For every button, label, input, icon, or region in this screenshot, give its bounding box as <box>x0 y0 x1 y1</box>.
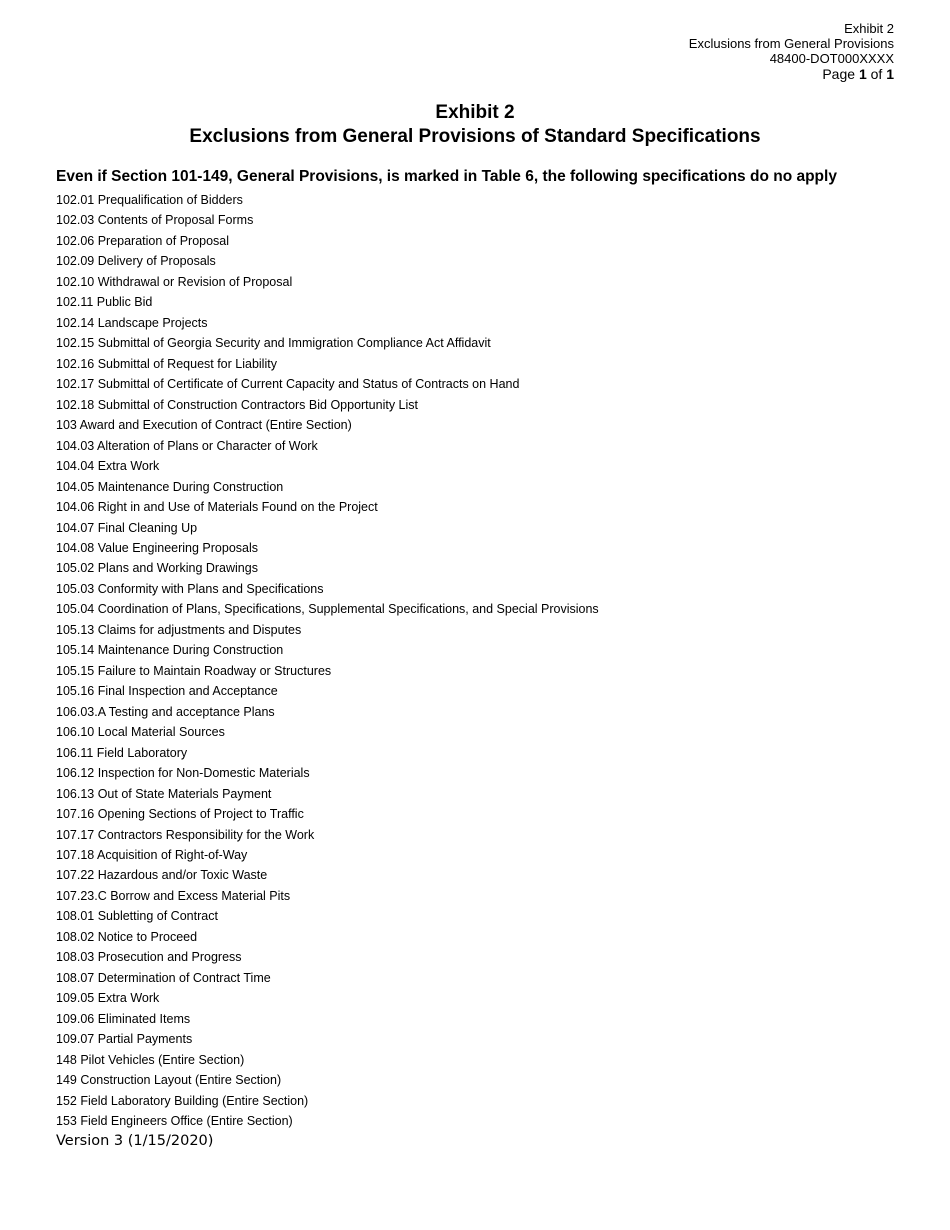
list-item: 105.13 Claims for adjustments and Disputes <box>56 622 302 637</box>
list-item: 102.11 Public Bid <box>56 295 153 310</box>
list-item: 106.10 Local Material Sources <box>56 725 225 740</box>
list-item: 107.18 Acquisition of Right-of-Way <box>56 848 248 862</box>
list-item: 106.03.A Testing and acceptance Plans <box>56 704 275 719</box>
list-item: 104.04 Extra Work <box>56 459 160 474</box>
footer-version: Version 3 (1/15/2020) <box>56 1133 214 1149</box>
specification-list <box>56 190 599 1132</box>
page-current: 1 <box>858 66 867 82</box>
section-subheading: Even if Section 101-149, General Provisions, is marked in Table 6, the following specifications do no apply <box>56 168 837 185</box>
list-item: 105.03 Conformity with Plans and Specifications <box>56 581 324 596</box>
list-item: 102.16 Submittal of Request for Liability <box>56 356 277 371</box>
list-item: 108.01 Subletting of Contract <box>56 909 218 924</box>
list-item: 106.13 Out of State Materials Payment <box>56 786 272 801</box>
list-item: 104.08 Value Engineering Proposals <box>56 540 258 555</box>
list-item: 102.15 Submittal of Georgia Security and Immigration Compliance Act Affidavit <box>56 336 491 351</box>
list-item: 108.02 Notice to Proceed <box>56 929 198 944</box>
list-item: 107.16 Opening Sections of Project to Traffic <box>56 807 304 822</box>
list-item: 153 Field Engineers Office (Entire Section) <box>56 1114 293 1129</box>
list-item: 105.04 Coordination of Plans, Specifications, Supplemental Specifications, and Special Provisions <box>56 602 599 617</box>
page-total: 1 <box>886 66 894 82</box>
list-item: 102.18 Submittal of Construction Contractors Bid Opportunity List <box>56 397 418 412</box>
list-item: 102.06 Preparation of Proposal <box>56 233 230 248</box>
list-item: 105.15 Failure to Maintain Roadway or Structures <box>56 663 332 678</box>
list-item: 105.14 Maintenance During Construction <box>56 643 284 658</box>
page-header <box>689 21 894 82</box>
list-item: 105.02 Plans and Working Drawings <box>56 561 258 576</box>
page-word: Page <box>822 66 856 82</box>
list-item: 104.07 Final Cleaning Up <box>56 520 198 535</box>
document-title <box>0 101 950 149</box>
list-item: 107.23.C Borrow and Excess Material Pits <box>56 888 291 903</box>
list-item: 102.17 Submittal of Certificate of Current Capacity and Status of Contracts on Hand <box>56 377 520 392</box>
list-item: 108.03 Prosecution and Progress <box>56 950 242 965</box>
list-item: 104.05 Maintenance During Construction <box>56 479 284 494</box>
list-item: 108.07 Determination of Contract Time <box>56 970 271 985</box>
list-item: 106.12 Inspection for Non-Domestic Materials <box>56 766 310 781</box>
list-item: 109.05 Extra Work <box>56 991 160 1006</box>
list-item: 102.03 Contents of Proposal Forms <box>56 213 254 228</box>
page-of: of <box>870 66 883 82</box>
header-subtitle: Exclusions from General Provisions <box>688 36 894 51</box>
list-item: 102.09 Delivery of Proposals <box>56 254 216 269</box>
title-line-2: Exclusions from General Provisions of Standard Specifications <box>189 126 761 147</box>
list-item: 103 Award and Execution of Contract (Entire Section) <box>56 418 352 433</box>
list-item: 106.11 Field Laboratory <box>56 745 188 760</box>
list-item: 109.06 Eliminated Items <box>56 1011 191 1026</box>
list-item: 148 Pilot Vehicles (Entire Section) <box>56 1052 245 1067</box>
list-item: 104.06 Right in and Use of Materials Found on the Project <box>56 500 378 515</box>
list-item: 109.07 Partial Payments <box>56 1032 193 1047</box>
list-item: 107.22 Hazardous and/or Toxic Waste <box>56 868 268 883</box>
page-indicator <box>689 66 894 82</box>
list-item: 102.01 Prequalification of Bidders <box>56 193 243 207</box>
title-line-1: Exhibit 2 <box>435 102 515 123</box>
list-item: 105.16 Final Inspection and Acceptance <box>56 684 278 699</box>
list-item: 152 Field Laboratory Building (Entire Section) <box>56 1093 309 1108</box>
list-item: 104.03 Alteration of Plans or Character of Work <box>56 438 318 453</box>
header-exhibit: Exhibit 2 <box>844 21 894 36</box>
header-doc-number: 48400-DOT000XXXX <box>769 51 894 66</box>
list-item: 102.10 Withdrawal or Revision of Proposal <box>56 274 293 289</box>
list-item: 149 Construction Layout (Entire Section) <box>56 1073 282 1088</box>
list-item: 102.14 Landscape Projects <box>56 315 208 330</box>
list-item: 107.17 Contractors Responsibility for the Work <box>56 827 315 842</box>
